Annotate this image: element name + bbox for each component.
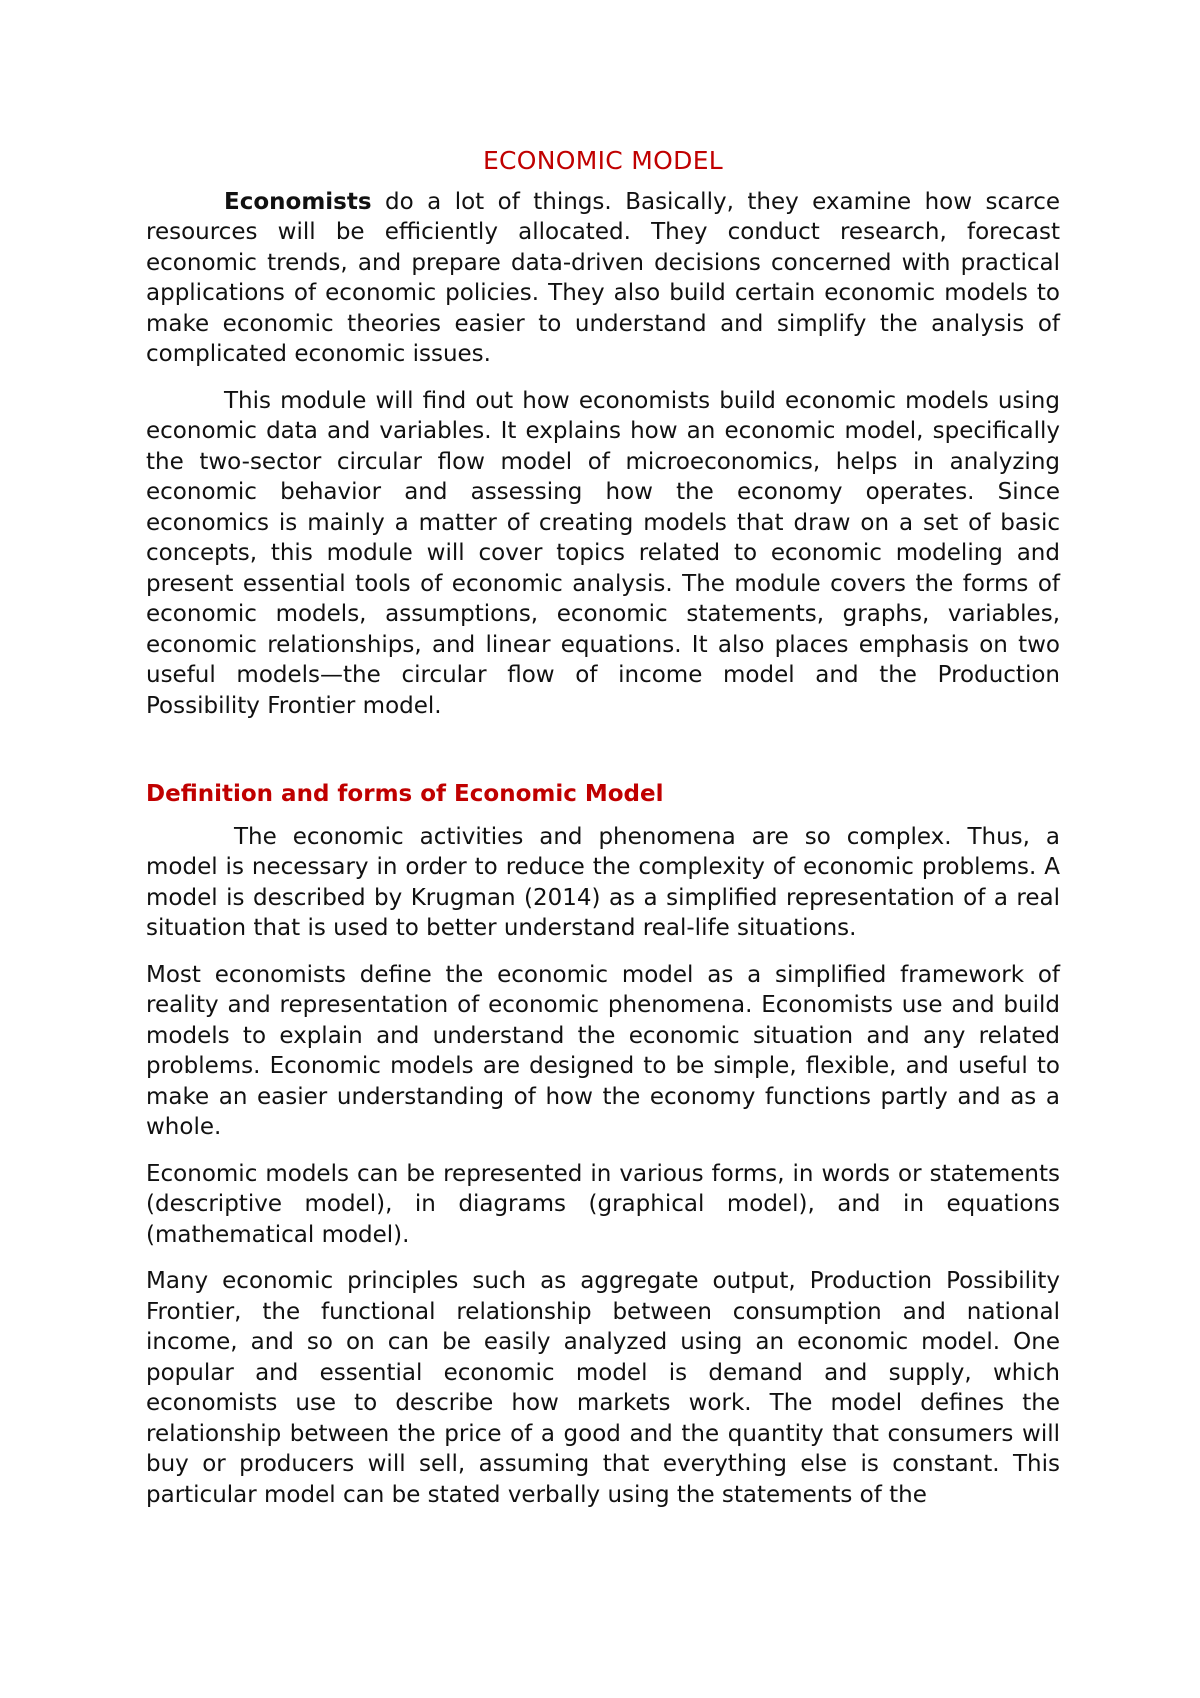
module-paragraph: This module will find out how economists build economic models using economic data and variables. It explains how an economic model, specifically the two-sector circular flow model of microeconomics, helps in analyzing economic behavior and assessing how the economy operates. Since economics is mainly a matter of creating models that draw on a set of basic concepts, this module will cover topics related to economic modeling and present essential tools of economic analysis. The module covers the forms of economic models, assumptions, economic statements, graphs, variables, economic relationships, and linear equations. It also places emphasis on two useful models—the circular flow of income model and the Production Possibility Frontier model.: [146, 387, 1060, 719]
section-heading: Definition and forms of Economic Model: [146, 781, 664, 807]
forms-paragraph: Economic models can be represented in various forms, in words or statements (descriptive model), in diagrams (graphical model), and in equations (mathematical model).: [146, 1160, 1060, 1248]
intro-paragraph: [146, 187, 1060, 370]
document-body: [146, 146, 1060, 1526]
principles-paragraph: Many economic principles such as aggregate output, Production Possibility Frontier, the functional relationship between consumption and national income, and so on can be easily analyzed using an economic model. One popular and essential economic model is demand and supply, which economists use to describe how markets work. The model defines the relationship between the price of a good and the quantity that consumers will buy or producers will sell, assuming that everything else is constant. This particular model can be stated verbally using the statements of the: [146, 1268, 1060, 1508]
intro-text: do a lot of things. Basically, they examine how scarce resources will be efficiently allocated. They conduct research, forecast economic trends, and prepare data-driven decisions concerned with practical applications of economic policies. They also build certain economic models to make economic theories easier to understand and simplify the analysis of complicated economic issues.: [146, 188, 1060, 367]
page-title: ECONOMIC MODEL: [482, 146, 724, 175]
intro-lead-word: Economists: [224, 188, 372, 215]
definition-paragraph: The economic activities and phenomena are so complex. Thus, a model is necessary in order to reduce the complexity of economic problems. A model is described by Krugman (2014) as a simplified representation of a real situation that is used to better understand real-life situations.: [146, 823, 1060, 941]
economists-define-paragraph: Most economists define the economic model as a simplified framework of reality and representation of economic phenomena. Economists use and build models to explain and understand the economic situation and any related problems. Economic models are designed to be simple, flexible, and useful to make an easier understanding of how the economy functions partly and as a whole.: [146, 961, 1060, 1140]
